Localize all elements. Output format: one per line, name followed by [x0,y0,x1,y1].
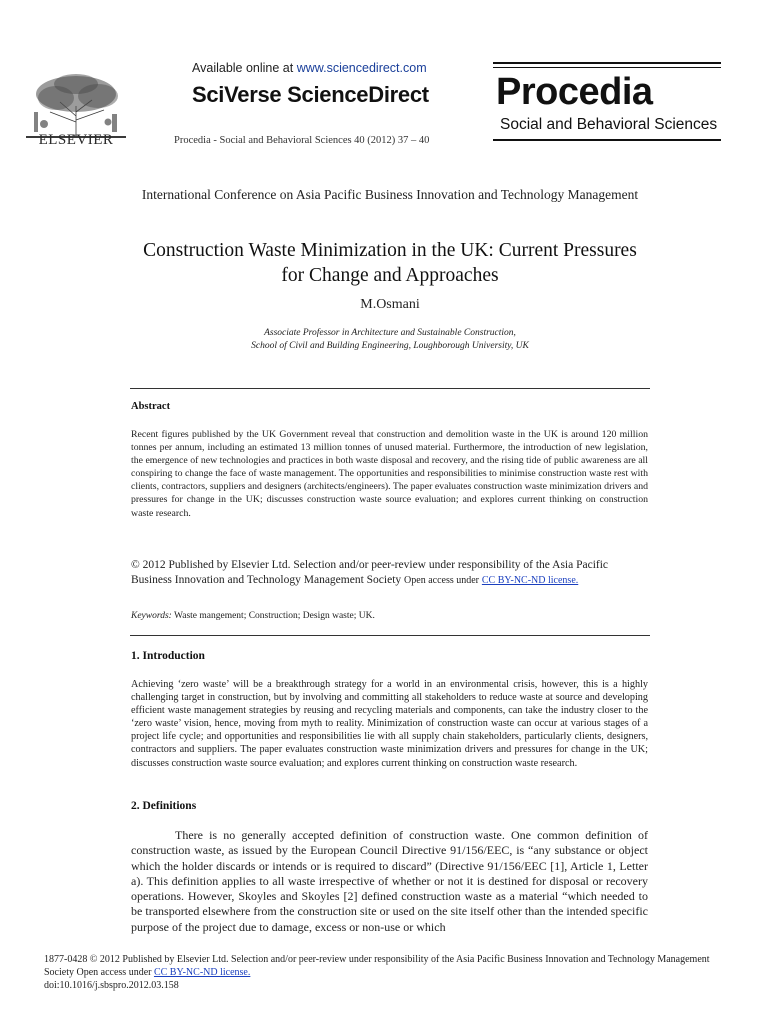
procedia-subtitle: Social and Behavioral Sciences [500,116,718,133]
keywords-values: Waste mangement; Construction; Design waste; UK. [174,611,375,621]
section-heading-definitions: 2. Definitions [131,800,197,812]
elsevier-wordmark: ELSEVIER [38,132,114,148]
author-name: M.Osmani [360,297,420,312]
procedia-bottom-rule [493,139,721,141]
footer-license-link[interactable]: CC BY-NC-ND license. [153,967,251,978]
keywords-label: Keywords: [131,611,172,621]
procedia-brand: Procedia [496,71,653,113]
abstract-body: Recent figures published by the UK Government reveal that construction and demolition waste in the UK is around 120 million tonnes per annum, including an estimated 13 million tonnes of unused material. Furthermore, the introduction of new legislation, the emergence of new technologies and practices in both waste disposal and recovery, and the rising tide of public awareness are all conspiring to change the face of waste management. The opportunities and responsibilities to minimise construction waste rest with clients, contractors, suppliers and designers (architects/engineers). The paper evaluates construction waste minimization drivers and pressures for change in the UK; discusses construction waste source evaluation; and explores current thinking on construction waste research. [131,429,648,519]
conference-name: International Conference on Asia Pacific Business Innovation and Technology Management [141,187,639,202]
footer-copyright: 1877-0428 © 2012 Published by Elsevier Ltd. Selection and/or peer-review under responsibility of the Asia Pacific Business Innovation and Technology Management Society [44,954,710,978]
abstract-heading: Abstract [131,401,171,412]
license-link[interactable]: CC BY-NC-ND license. [481,575,579,586]
available-prefix: Available online at [192,61,294,75]
available-online-line [192,61,427,75]
keywords-line [131,611,375,621]
section-heading-introduction: 1. Introduction [131,650,205,662]
procedia-top-rule-thin [493,67,721,68]
footer-open-access: Open access under [76,967,152,978]
page-footer [44,953,734,992]
affiliation-line-2: School of Civil and Building Engineering, Loughborough University, UK [251,341,529,351]
sciverse-sciencedirect-brand: SciVerse ScienceDirect [192,82,429,107]
sciencedirect-link[interactable]: www.sciencedirect.com [296,61,427,75]
journal-citation: Procedia - Social and Behavioral Sciences 40 (2012) 37 – 40 [174,135,430,146]
copyright-notice [131,558,648,588]
affiliation-line-1: Associate Professor in Architecture and Sustainable Construction, [264,328,516,338]
paper-title: Construction Waste Minimization in the UK: Current Pressures for Change and Approaches [143,240,637,286]
footer-doi: doi:10.1016/j.sbspro.2012.03.158 [44,980,179,991]
procedia-top-rule [493,62,721,64]
definitions-body: There is no generally accepted definition of construction waste. One common definition of construction waste, as issued by the European Council Directive 91/156/EEC, is “any substance or object which the holder discards or intends or is required to discard” (Directive 91/156/EEC [1], Article 1, Letter a). This definition applies to all waste irrespective of whether or not it is destined for disposal or recovery operations. However, Skoyles and Skoyles [2] defined construction waste as a material “which needed to be transported elsewhere from the construction site or used on the site itself other than the intended specific purpose of the project due to damage, excess or non-use or which [131,828,648,934]
abstract-bottom-rule [130,635,650,636]
introduction-body: Achieving ‘zero waste’ will be a breakthrough strategy for a world in an environmental crisis, however, this is a highly challenging target in construction, but by involving and committing all stakeholders to reduce waste at source and developing efficient waste management strategies by reusing and recycling materials and components, can take the industry closer to the ‘zero waste’ vision, hence, moving from myth to reality. Minimization of construction waste can occur at various stages of a project life cycle; and opportunities and responsibilities lie with all supply chain stakeholders, particularly clients, designers, contractors and suppliers. The paper evaluates construction waste minimization drivers and pressures for change in the UK; discusses construction waste source evaluation; and explores current thinking on construction waste research. [131,679,648,769]
abstract-top-rule [130,388,650,389]
copyright-text: © 2012 Published by Elsevier Ltd. Selection and/or peer-review under responsibility of the Asia Pacific Business Innovation and Technology Management Society [131,559,609,586]
open-access-label: Open access under [404,575,479,586]
author-affiliation [130,327,650,353]
